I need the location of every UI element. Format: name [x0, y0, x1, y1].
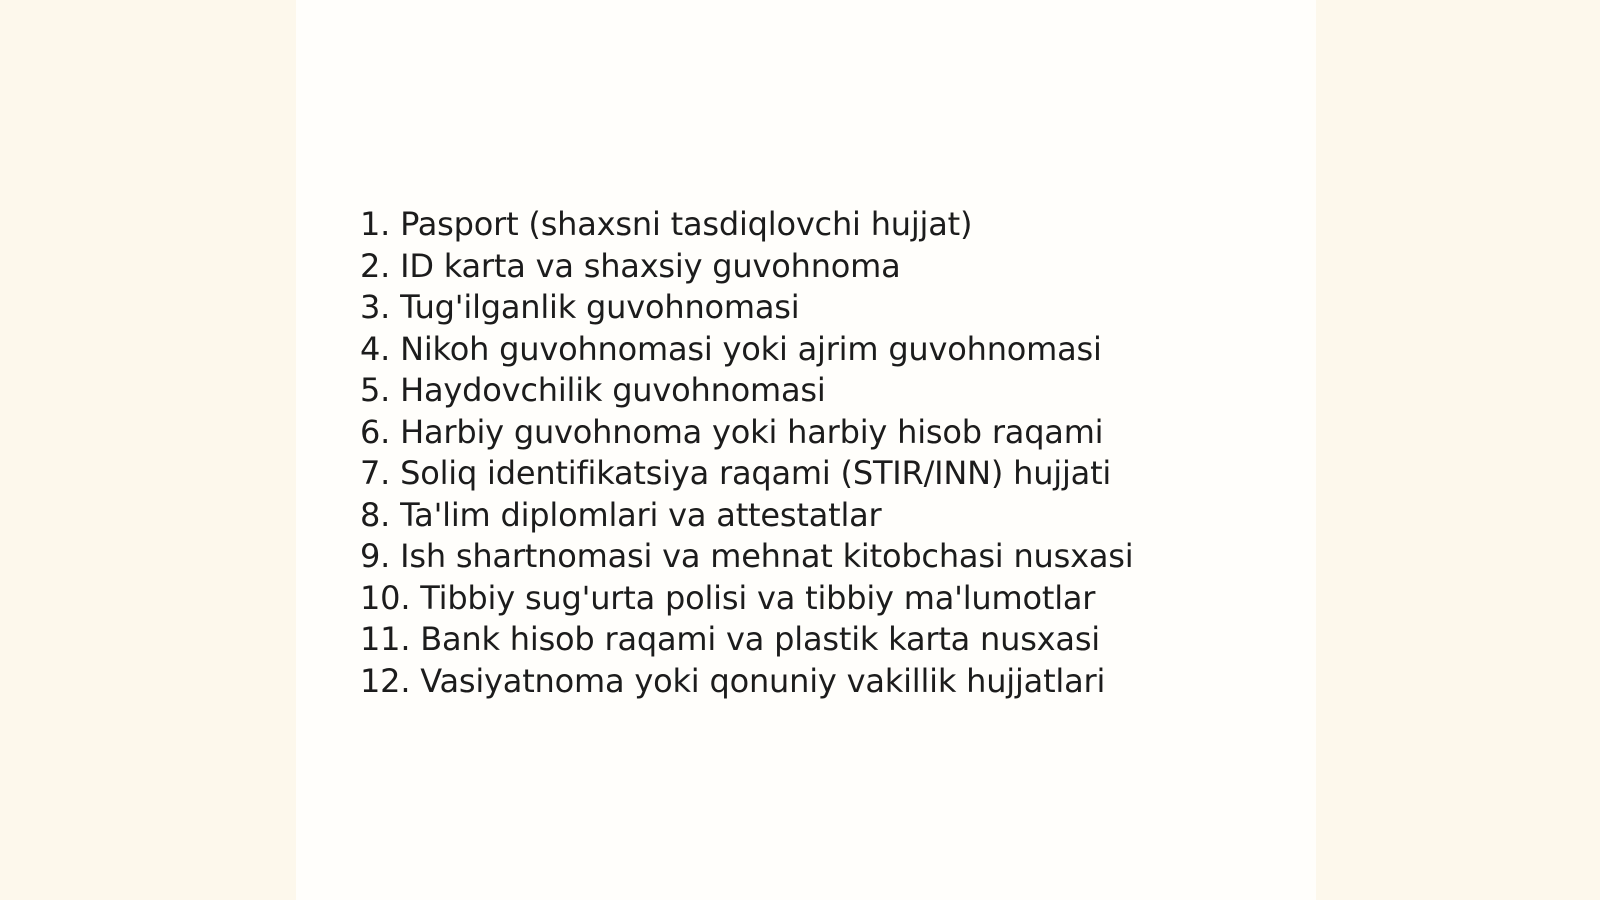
- list-item: 7. Soliq identifikatsiya raqami (STIR/INN) hujjati: [360, 454, 1112, 492]
- list-item: 2. ID karta va shaxsiy guvohnoma: [360, 246, 901, 285]
- list-item: 5. Haydovchilik guvohnomasi: [360, 371, 826, 409]
- list-item: 3. Tug'ilganlik guvohnomasi: [360, 288, 800, 326]
- list-item: 11. Bank hisob raqami va plastik karta nusxasi: [360, 620, 1100, 658]
- document-list: [360, 204, 1133, 702]
- list-item: 12. Vasiyatnoma yoki qonuniy vakillik hujjatlari: [360, 661, 1106, 700]
- list-item: 9. Ish shartnomasi va mehnat kitobchasi nusxasi: [360, 537, 1134, 575]
- list-item: 10. Tibbiy sug'urta polisi va tibbiy ma'lumotlar: [360, 578, 1096, 617]
- list-item: 1. Pasport (shaxsni tasdiqlovchi hujjat): [360, 205, 973, 243]
- list-item: 6. Harbiy guvohnoma yoki harbiy hisob raqami: [360, 412, 1104, 451]
- list-item: 8. Ta'lim diplomlari va attestatlar: [360, 495, 882, 534]
- list-item: 4. Nikoh guvohnomasi yoki ajrim guvohnomasi: [360, 329, 1102, 368]
